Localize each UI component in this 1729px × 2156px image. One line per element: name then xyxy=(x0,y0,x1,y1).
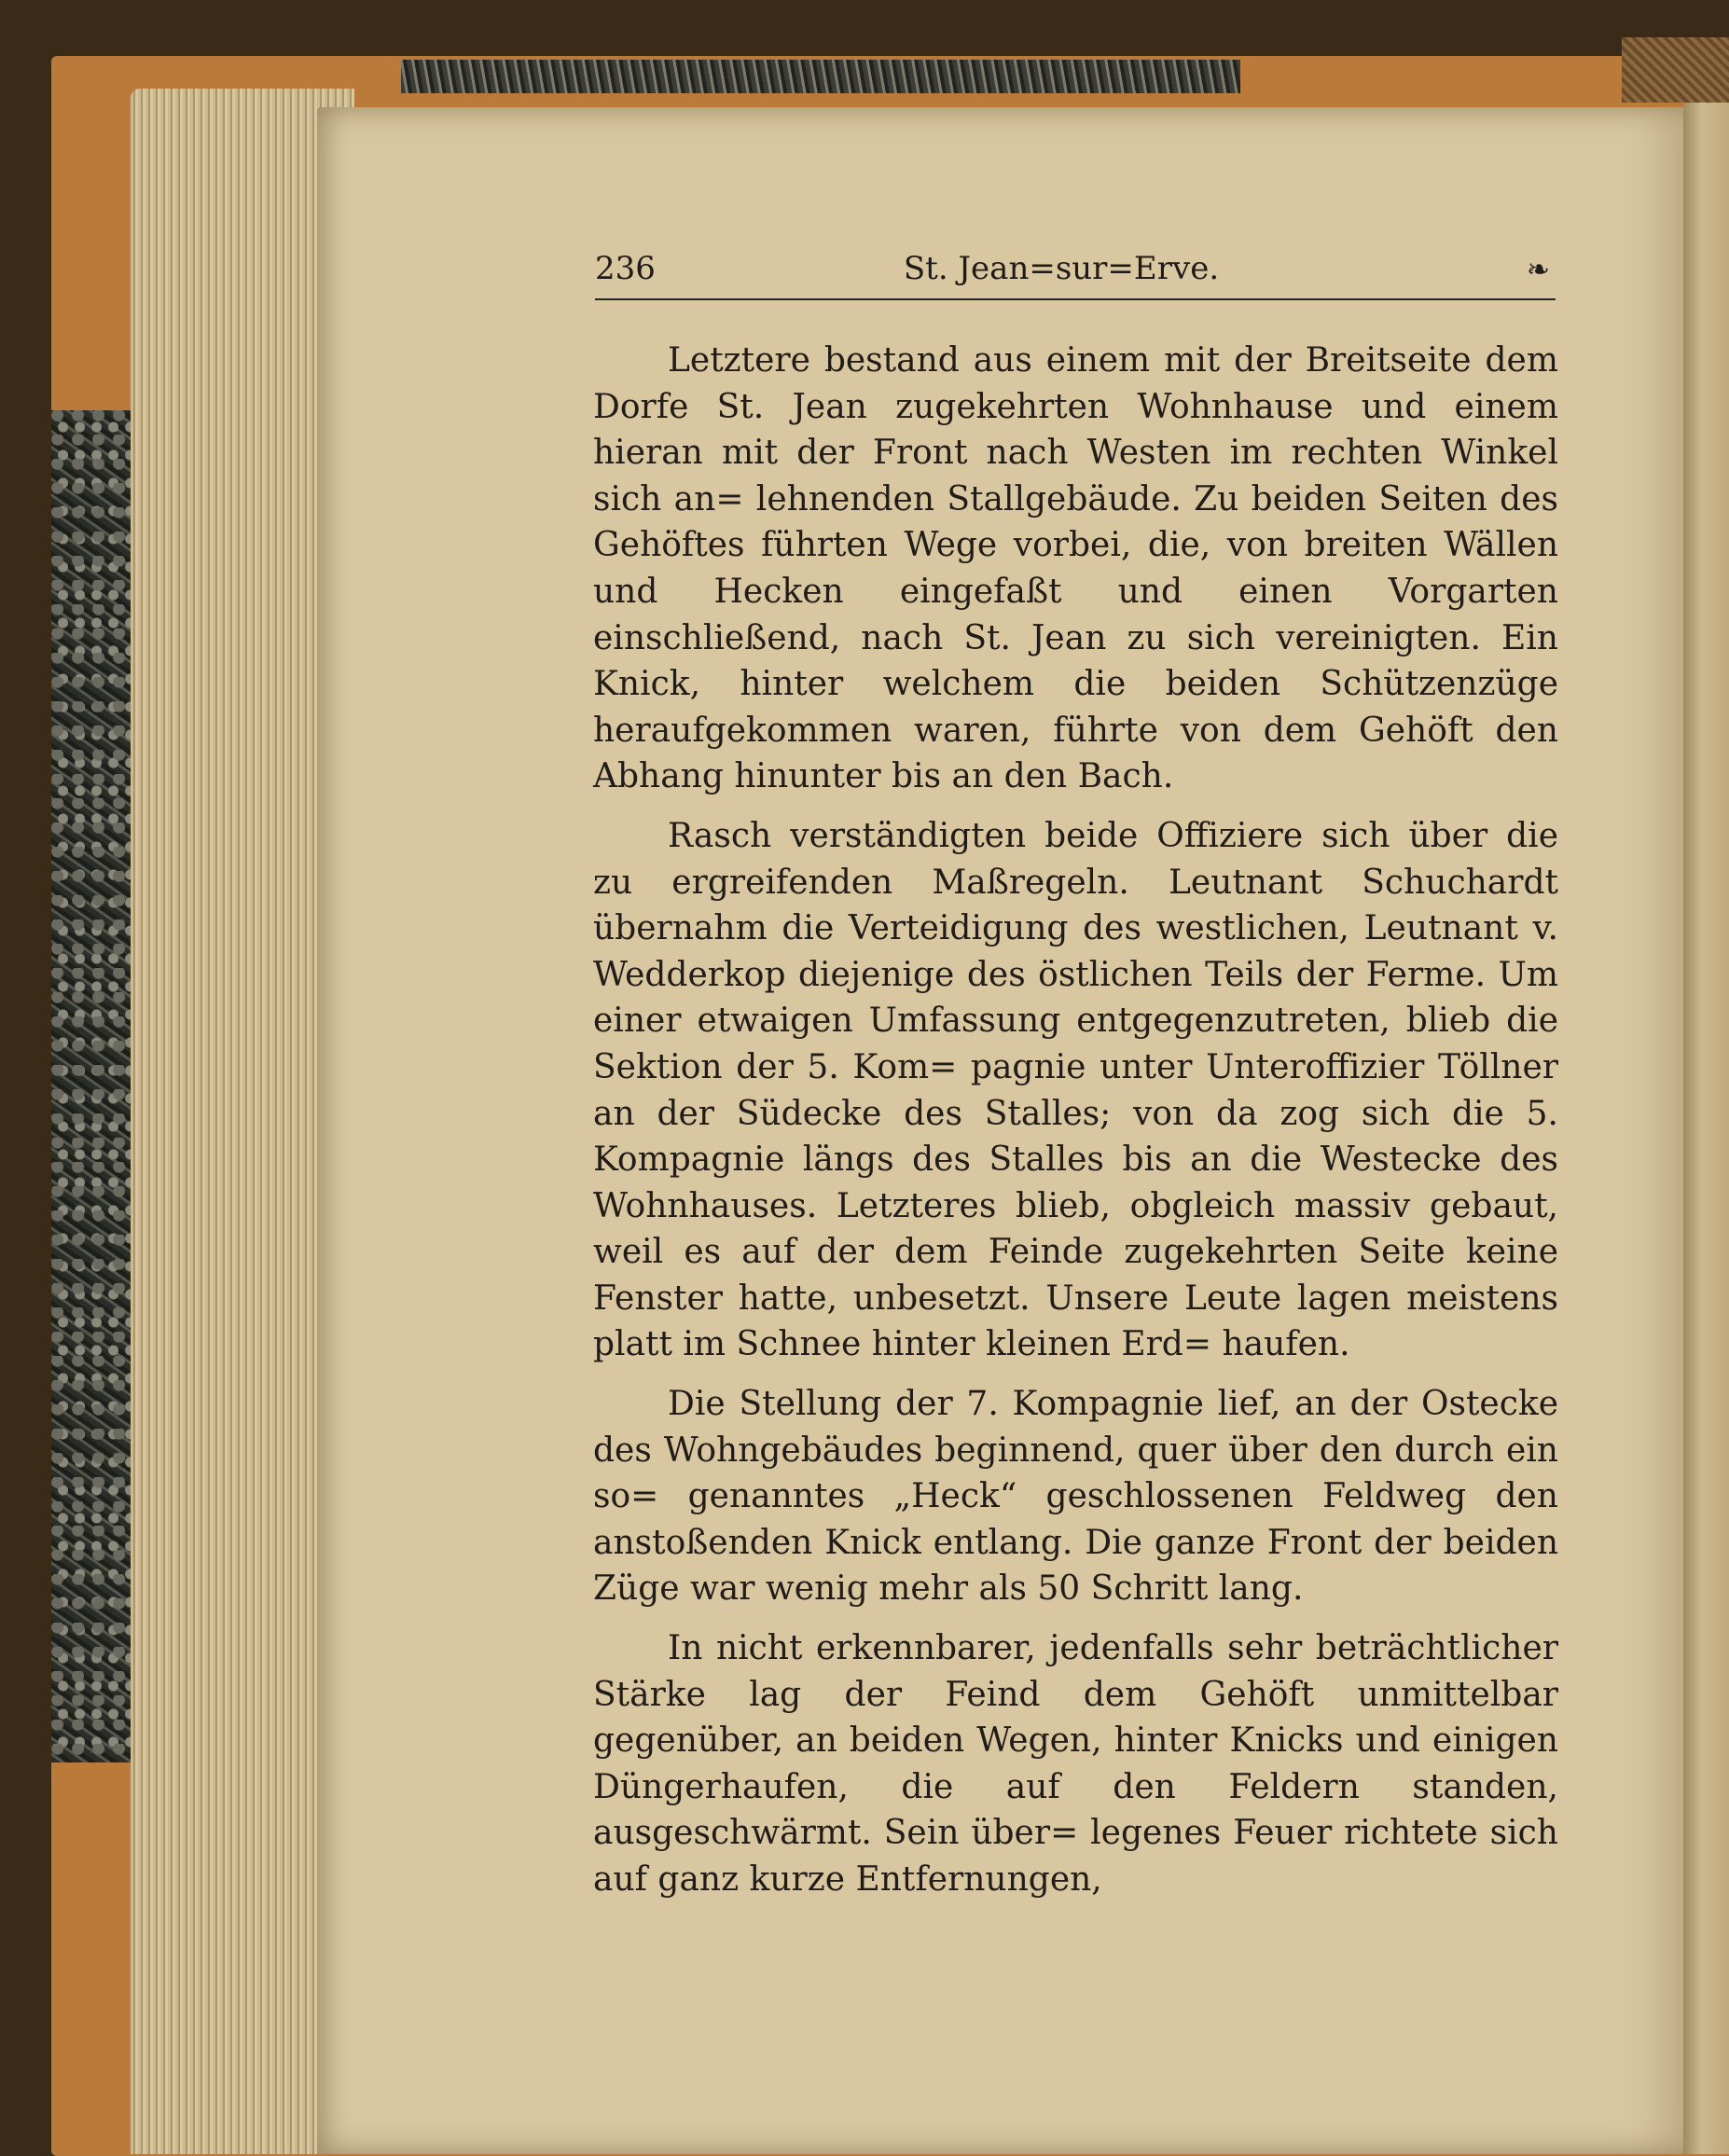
body-text xyxy=(593,338,1558,1916)
paragraph: Die Stellung der 7. Kompagnie lief, an der Ostecke des Wohngebäudes beginnend, quer über den durch ein so= genanntes „Heck“ geschlossenen Feldweg den anstoßenden Knick entlang. Die ganze Front der beiden Züge war wenig mehr als 50 Schritt lang. xyxy=(593,1385,1558,1609)
ornament-icon: ❧ xyxy=(1526,254,1550,286)
marbled-edge-top xyxy=(401,60,1240,93)
page-number: 236 xyxy=(595,250,656,287)
running-title: St. Jean=sur=Erve. xyxy=(903,250,1220,287)
paragraph: In nicht erkennbarer, jedenfalls sehr beträchtlicher Stärke lag der Feind dem Gehöft unmittelbar gegenüber, an beiden Wegen, hinter Knicks und einigen Düngerhaufen, die auf den Feldern standen, ausgeschwärmt. Sein über= legenes Feuer richtete sich auf ganz kurze Entfernungen, xyxy=(593,1629,1558,1899)
paragraph: Rasch verständigten beide Offiziere sich über die zu ergreifenden Maßregeln. Leutnant Schuchardt übernahm die Verteidigung des westlichen, Leutnant v. Wedderkop diejenige des östlichen Teils der Ferme. Um einer etwaigen Umfassung entgegenzutreten, blieb die Sektion der 5. Kom= pagnie unter Unteroffizier Töllner an der Südecke des Stalles; von da zog sich die 5. Kompagnie längs des Stalles bis an die Westecke des Wohnhauses. Letzteres blieb, obgleich massiv gebaut, weil es auf der dem Feinde zugekehrten Seite keine Fenster hatte, unbesetzt. Unsere Leute lagen meistens platt im Schnee hinter kleinen Erd= haufen. xyxy=(593,816,1558,1364)
page-header xyxy=(595,250,1556,300)
marbled-endpaper xyxy=(51,410,131,1762)
page-gutter xyxy=(1683,103,1729,2154)
paragraph: Letztere bestand aus einem mit der Breitseite dem Dorfe St. Jean zugekehrten Wohnhause und einem hieran mit der Front nach Westen im rechten Winkel sich an= lehnenden Stallgebäude. Zu beiden Seiten des Gehöftes führten Wege vorbei, die, von breiten Wällen und Hecken eingefaßt und einen Vorgarten einschließend, nach St. Jean zu sich vereinigten. Ein Knick, hinter welchem die beiden Schützenzüge heraufgekommen waren, führte von dem Gehöft den Abhang hinunter bis an den Bach. xyxy=(593,341,1558,796)
binding-cloth xyxy=(1622,37,1729,103)
